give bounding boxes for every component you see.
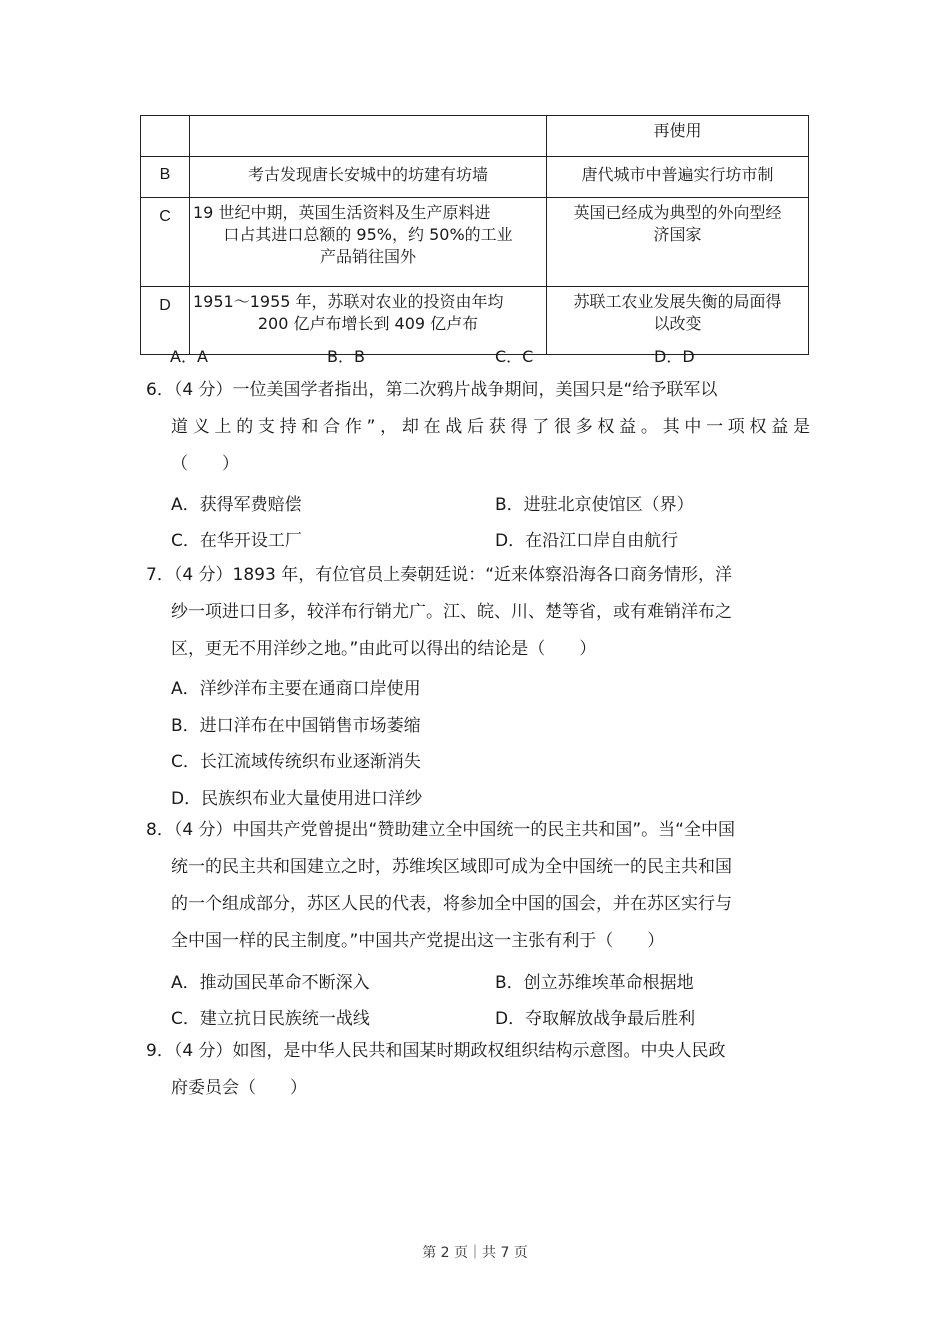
conclusion-cell	[547, 198, 809, 287]
question-number: 8．	[146, 820, 174, 840]
question-text: 全中国一样的民主制度。”中国共产党提出这一主张有利于（ ）	[171, 931, 665, 951]
conclusion-cell: 再使用	[547, 116, 809, 157]
evidence-line: 产品销往国外	[319, 247, 416, 266]
question-text: （4 分）一位美国学者指出，第二次鸦片战争期间，美国只是“给予联军以	[173, 380, 718, 400]
question-text: （4 分）中国共产党曾提出“赞助建立全中国统一的民主共和国”。当“全中国	[173, 820, 735, 840]
option-a[interactable]: A．获得军费赔偿	[171, 495, 302, 515]
table-row	[141, 198, 809, 287]
conclusion-line: 济国家	[653, 225, 702, 244]
evidence-cell	[190, 116, 547, 157]
question-6	[146, 372, 810, 483]
option-c[interactable]: C．在华开设工厂	[171, 531, 302, 551]
table-row	[141, 287, 809, 355]
question-text: 府委员会（ ）	[171, 1078, 307, 1098]
question-8	[146, 812, 810, 960]
table-row	[141, 157, 809, 198]
row-label	[141, 116, 190, 157]
table-row	[141, 116, 809, 157]
page-footer: 第 2 页｜共 7 页	[422, 1245, 528, 1261]
question-text: 的一个组成部分，苏区人民的代表，将参加全中国的国会，并在苏区实行与	[171, 894, 732, 914]
row-label: C	[141, 198, 190, 287]
option-d[interactable]: D．夺取解放战争最后胜利	[495, 1009, 696, 1029]
question-text: 统一的民主共和国建立之时，苏维埃区域即可成为全中国统一的民主共和国	[171, 857, 732, 877]
evidence-cell	[190, 287, 547, 355]
option-d[interactable]: D．在沿江口岸自由航行	[495, 531, 679, 551]
question-number: 6．	[146, 380, 174, 400]
question-9	[146, 1033, 810, 1107]
question-number: 9．	[146, 1041, 174, 1061]
question-text: （4 分）如图，是中华人民共和国某时期政权组织结构示意图。中央人民政	[173, 1041, 726, 1061]
question-text: （4 分）1893 年，有位官员上奏朝廷说：“近来体察沿海各口商务情形，洋	[173, 565, 733, 585]
evidence-cell: 考古发现唐长安城中的坊建有坊墙	[190, 157, 547, 198]
answer-table	[140, 115, 809, 355]
option-a[interactable]: A．推动国民革命不断深入	[171, 973, 370, 993]
evidence-cell	[190, 198, 547, 287]
choice-b[interactable]: B．B	[327, 347, 365, 366]
option-b[interactable]: B．进口洋布在中国销售市场萎缩	[171, 716, 421, 736]
option-c[interactable]: C．建立抗日民族统一战线	[171, 1009, 370, 1029]
choice-d[interactable]: D．D	[654, 347, 695, 366]
question-7	[146, 557, 810, 668]
choice-a[interactable]: A．A	[170, 347, 208, 366]
option-d[interactable]: D．民族织布业大量使用进口洋纱	[171, 789, 423, 809]
row-label: B	[141, 157, 190, 198]
question-text: 道义上的支持和合作”，却在战后获得了很多权益。其中一项权益是	[171, 417, 810, 437]
evidence-line: 口占其进口总额的 95%，约 50%的工业	[223, 225, 513, 244]
option-a[interactable]: A．洋纱洋布主要在通商口岸使用	[171, 679, 421, 699]
option-c[interactable]: C．长江流域传统织布业逐渐消失	[171, 752, 421, 772]
choice-c[interactable]: C．C	[495, 347, 534, 366]
question-text: 区，更无不用洋纱之地。”由此可以得出的结论是（ ）	[171, 639, 597, 659]
conclusion-line: 以改变	[653, 314, 702, 333]
conclusion-cell: 唐代城市中普遍实行坊市制	[547, 157, 809, 198]
conclusion-line: 苏联工农业发展失衡的局面得	[573, 292, 782, 311]
answer-blank: （ ）	[171, 454, 239, 474]
evidence-line: 19 世纪中期，英国生活资料及生产原料进	[193, 203, 491, 222]
option-b[interactable]: B．进驻北京使馆区（界）	[495, 495, 694, 515]
row-label: D	[141, 287, 190, 355]
question-text: 纱一项进口日多，较洋布行销尤广。江、皖、川、楚等省，或有难销洋布之	[171, 602, 732, 622]
evidence-line: 200 亿卢布增长到 409 亿卢布	[257, 314, 479, 333]
conclusion-line: 英国已经成为典型的外向型经	[573, 203, 782, 222]
question-number: 7．	[146, 565, 174, 585]
evidence-line: 1951～1955 年，苏联对农业的投资由年均	[193, 292, 504, 311]
option-b[interactable]: B．创立苏维埃革命根据地	[495, 973, 694, 993]
